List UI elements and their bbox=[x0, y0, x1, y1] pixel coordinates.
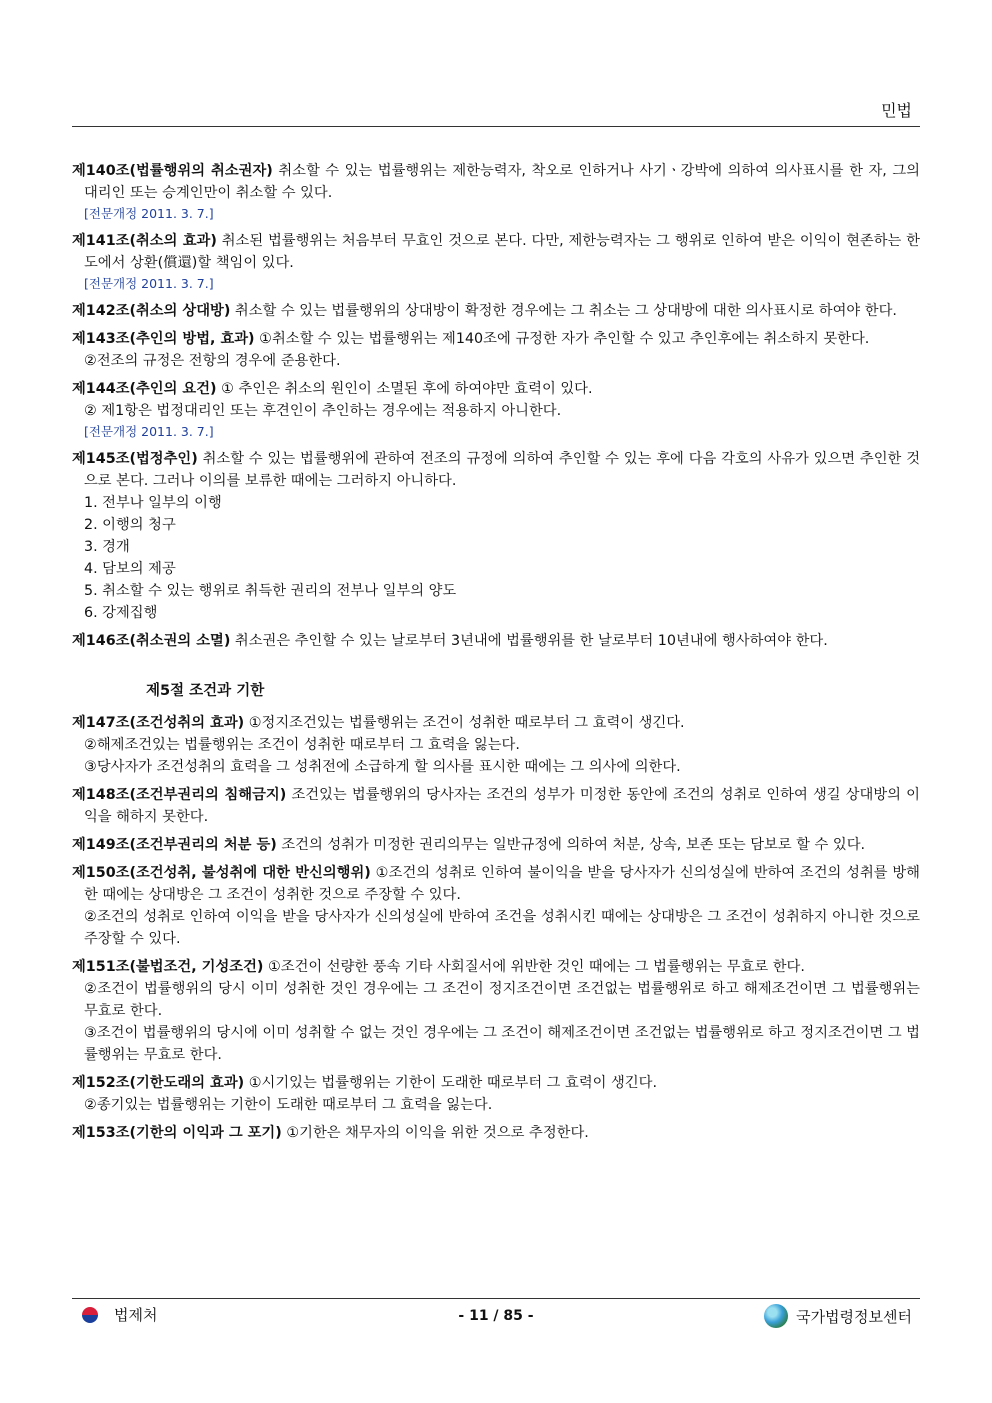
article bbox=[72, 300, 920, 322]
article-text: ①조건의 성취로 인하여 불이익을 받을 당사자가 신의성실에 반하여 조건의 성취를 방해한 때에는 상대방은 그 조건이 성취한 것으로 주장할 수 있다. bbox=[84, 865, 920, 903]
article-heading: 제144조(추인의 요건) bbox=[72, 381, 217, 397]
article-first-line bbox=[72, 630, 920, 652]
article-heading: 제145조(법정추인) bbox=[72, 451, 198, 467]
article-heading: 제147조(조건성취의 효과) bbox=[72, 715, 245, 731]
footer-divider bbox=[72, 1298, 920, 1299]
article-heading: 제141조(취소의 효과) bbox=[72, 233, 217, 249]
article-text: ①조건이 선량한 풍속 기타 사회질서에 위반한 것인 때에는 그 법률행위는 무효로 한다. bbox=[267, 959, 805, 975]
amendment-note: [전문개정 2011. 3. 7.] bbox=[84, 206, 214, 221]
article bbox=[72, 230, 920, 294]
article bbox=[72, 834, 920, 856]
article-text: ①취소할 수 있는 법률행위는 제140조에 규정한 자가 추인할 수 있고 추인후에는 취소하지 못한다. bbox=[259, 331, 870, 347]
article-first-line bbox=[72, 448, 920, 492]
article-group-1 bbox=[72, 160, 920, 652]
article-heading: 제140조(법률행위의 취소권자) bbox=[72, 163, 273, 179]
article-clause: ②조건의 성취로 인하여 이익을 받을 당사자가 신의성실에 반하여 조건을 성취시킨 때에는 상대방은 그 조건이 성취하지 아니한 것으로 주장할 수 있다. bbox=[84, 909, 920, 947]
header-divider bbox=[72, 126, 920, 127]
footer-right bbox=[764, 1304, 912, 1328]
article-text: ①시기있는 법률행위는 기한이 도래한 때로부터 그 효력이 생긴다. bbox=[248, 1075, 657, 1091]
article-first-line bbox=[72, 956, 920, 978]
article-clause: ②전조의 규정은 전항의 경우에 준용한다. bbox=[84, 353, 341, 369]
article-heading: 제148조(조건부권리의 침해금지) bbox=[72, 787, 287, 803]
article-text: 취소권은 추인할 수 있는 날로부터 3년내에 법률행위를 한 날로부터 10년내에 행사하여야 한다. bbox=[234, 633, 828, 649]
article-first-line bbox=[72, 712, 920, 734]
article-clause: 1. 전부나 일부의 이행 bbox=[84, 495, 222, 511]
amendment-note: [전문개정 2011. 3. 7.] bbox=[84, 424, 214, 439]
article-first-line bbox=[72, 300, 920, 322]
globe-logo-icon bbox=[764, 1304, 788, 1328]
amendment-note: [전문개정 2011. 3. 7.] bbox=[84, 276, 214, 291]
article-heading: 제151조(불법조건, 기성조건) bbox=[72, 959, 264, 975]
article bbox=[72, 862, 920, 950]
article-text: ①기한은 채무자의 이익을 위한 것으로 추정한다. bbox=[286, 1125, 589, 1141]
article bbox=[72, 1072, 920, 1116]
section-title: 제5절 조건과 기한 bbox=[146, 683, 265, 699]
article-clause: 6. 강제집행 bbox=[84, 605, 158, 621]
article-text: ①정지조건있는 법률행위는 조건이 성취한 때로부터 그 효력이 생긴다. bbox=[248, 715, 685, 731]
law-content bbox=[72, 160, 920, 1150]
article-heading: 제150조(조건성취, 불성취에 대한 반신의행위) bbox=[72, 865, 371, 881]
article bbox=[72, 448, 920, 624]
article bbox=[72, 956, 920, 1066]
article-first-line bbox=[72, 784, 920, 828]
article-heading: 제152조(기한도래의 효과) bbox=[72, 1075, 245, 1091]
article-text: ① 추인은 취소의 원인이 소멸된 후에 하여야만 효력이 있다. bbox=[221, 381, 593, 397]
article-text: 취소할 수 있는 법률행위의 상대방이 확정한 경우에는 그 취소는 그 상대방에 대한 의사표시로 하여야 한다. bbox=[234, 303, 897, 319]
article-first-line bbox=[72, 1072, 920, 1094]
page-footer bbox=[72, 1304, 920, 1330]
article-text: 취소할 수 있는 법률행위에 관하여 전조의 규정에 의하여 추인할 수 있는 후에 다음 각호의 사유가 있으면 추인한 것으로 본다. 그러나 이의를 보류한 때에는 그러하지 아니하다. bbox=[84, 451, 920, 489]
article-text: 조건의 성취가 미정한 권리의무는 일반규정에 의하여 처분, 상속, 보존 또는 담보로 할 수 있다. bbox=[281, 837, 866, 853]
article-first-line bbox=[72, 834, 920, 856]
article-clause: ②조건이 법률행위의 당시 이미 성취한 것인 경우에는 그 조건이 정지조건이면 조건없는 법률행위로 하고 해제조건이면 그 법률행위는 무효로 한다. bbox=[84, 981, 920, 1019]
article-text: 취소된 법률행위는 처음부터 무효인 것으로 본다. 다만, 제한능력자는 그 행위로 인하여 받은 이익이 현존하는 한도에서 상환(償還)할 책임이 있다. bbox=[84, 233, 920, 271]
article-first-line bbox=[72, 328, 920, 350]
article-text: 조건있는 법률행위의 당사자는 조건의 성부가 미정한 동안에 조건의 성취로 인하여 생길 상대방의 이익을 해하지 못한다. bbox=[84, 787, 920, 825]
article-clause: ③조건이 법률행위의 당시에 이미 성취할 수 없는 것인 경우에는 그 조건이 해제조건이면 조건없는 법률행위로 하고 정지조건이면 그 법률행위는 무효로 한다. bbox=[84, 1025, 920, 1063]
article bbox=[72, 784, 920, 828]
footer-center-name: 국가법령정보센터 bbox=[796, 1307, 912, 1326]
article-clause: ② 제1항은 법정대리인 또는 후견인이 추인하는 경우에는 적용하지 아니한다. bbox=[84, 403, 562, 419]
article-clause: ②종기있는 법률행위는 기한이 도래한 때로부터 그 효력을 잃는다. bbox=[84, 1097, 493, 1113]
article-first-line bbox=[72, 862, 920, 906]
article-clause: 2. 이행의 청구 bbox=[84, 517, 176, 533]
article-clause: ③당사자가 조건성취의 효력을 그 성취전에 소급하게 할 의사를 표시한 때에는 그 의사에 의한다. bbox=[84, 759, 681, 775]
article-heading: 제153조(기한의 이익과 그 포기) bbox=[72, 1125, 282, 1141]
footer-org-name: 법제처 bbox=[114, 1306, 158, 1324]
article-first-line bbox=[72, 230, 920, 274]
header-title: 민법 bbox=[881, 101, 912, 120]
article bbox=[72, 328, 920, 372]
article-first-line bbox=[72, 160, 920, 204]
article-heading: 제149조(조건부권리의 처분 등) bbox=[72, 837, 277, 853]
article-heading: 제143조(추인의 방법, 효과) bbox=[72, 331, 255, 347]
article-group-2 bbox=[72, 712, 920, 1144]
article bbox=[72, 712, 920, 778]
article-heading: 제142조(취소의 상대방) bbox=[72, 303, 231, 319]
article-text: 취소할 수 있는 법률행위는 제한능력자, 착오로 인하거나 사기ㆍ강박에 의하여 의사표시를 한 자, 그의 대리인 또는 승계인만이 취소할 수 있다. bbox=[84, 163, 920, 201]
article bbox=[72, 160, 920, 224]
article-first-line bbox=[72, 378, 920, 400]
article-first-line bbox=[72, 1122, 920, 1144]
article-clause: 3. 경개 bbox=[84, 539, 130, 555]
article-clause: ②해제조건있는 법률행위는 조건이 성취한 때로부터 그 효력을 잃는다. bbox=[84, 737, 520, 753]
article bbox=[72, 1122, 920, 1144]
article-heading: 제146조(취소권의 소멸) bbox=[72, 633, 231, 649]
page-number: - 11 / 85 - bbox=[458, 1308, 534, 1324]
article bbox=[72, 378, 920, 442]
article bbox=[72, 630, 920, 652]
article-clause: 4. 담보의 제공 bbox=[84, 561, 176, 577]
article-clause: 5. 취소할 수 있는 행위로 취득한 권리의 전부나 일부의 양도 bbox=[84, 583, 457, 599]
